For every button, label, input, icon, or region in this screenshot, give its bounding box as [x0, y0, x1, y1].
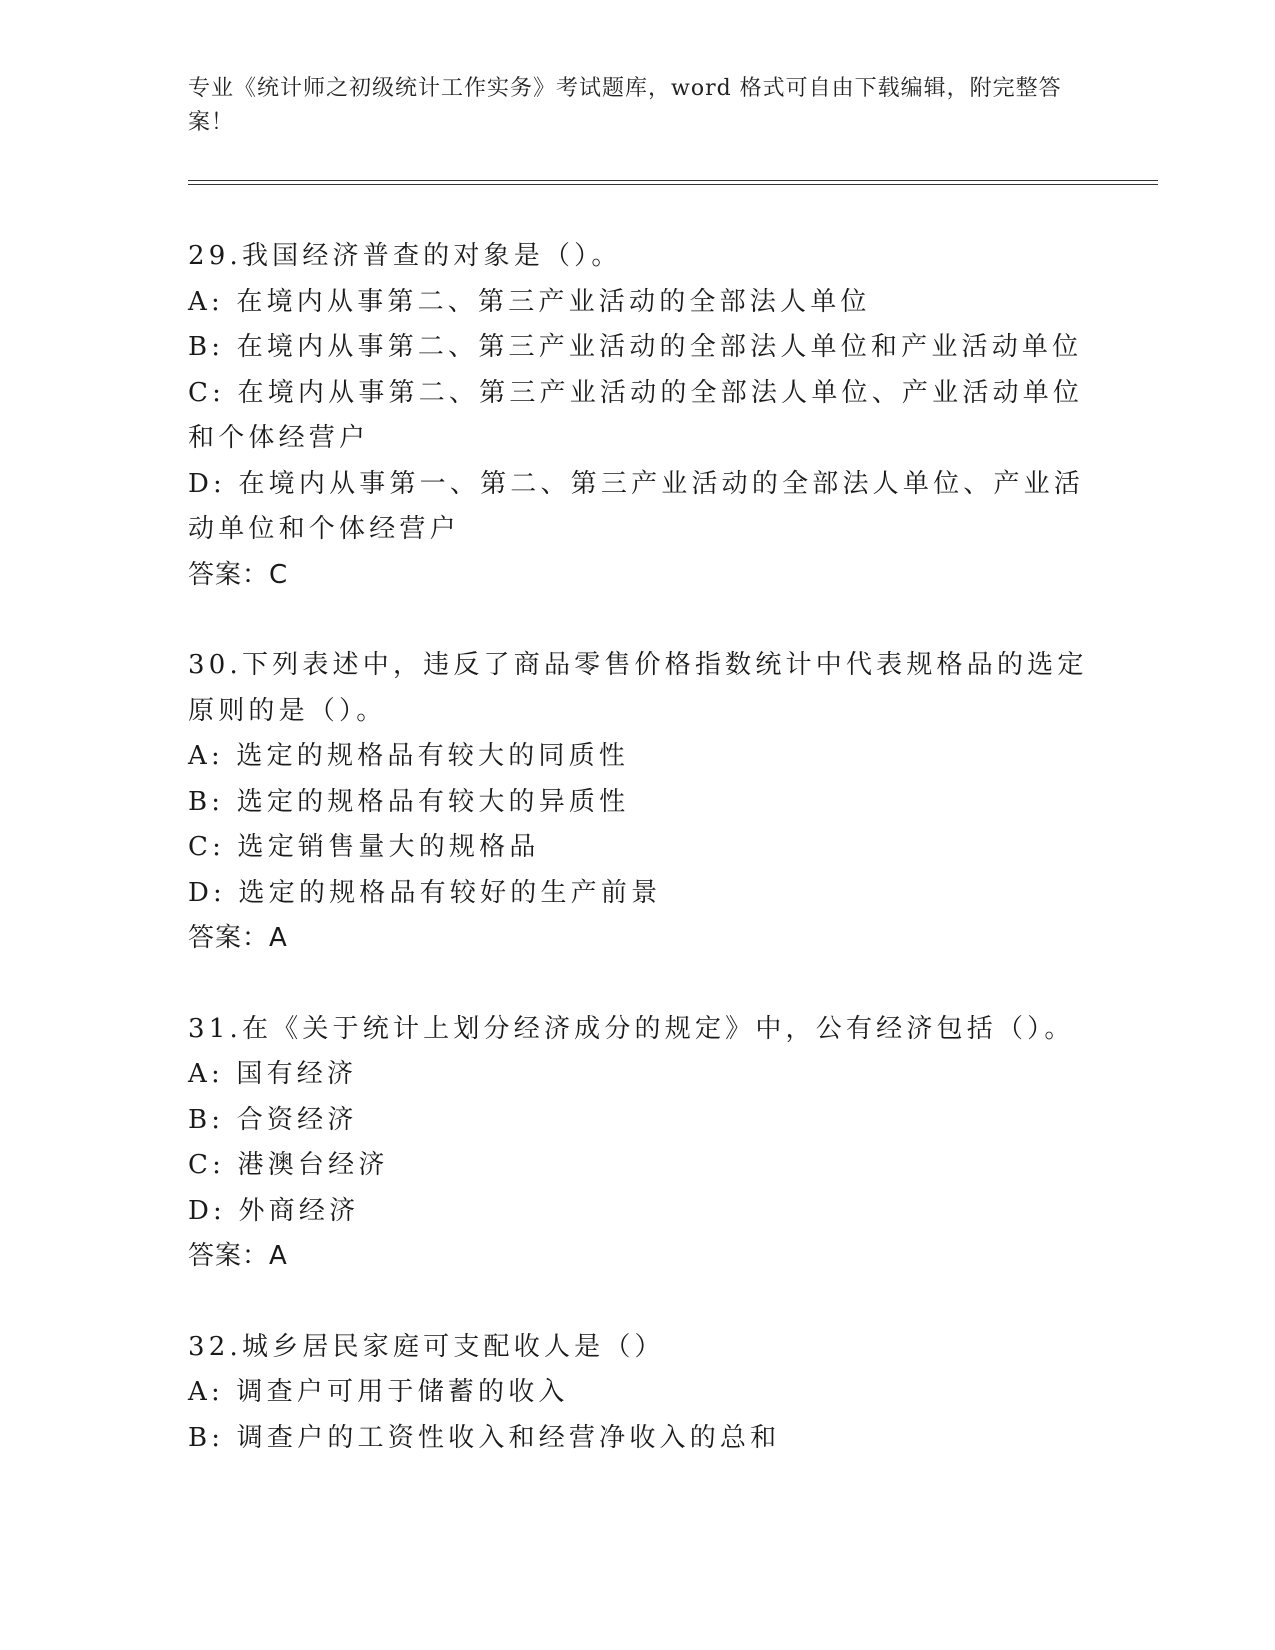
option-a: A: 在境内从事第二、第三产业活动的全部法人单位 [188, 286, 871, 317]
answer-label: 答案：A [188, 1241, 288, 1271]
question-stem: 32.城乡居民家庭可支配收人是（） [188, 1331, 665, 1362]
option-b: B: 选定的规格品有较大的异质性 [188, 786, 630, 817]
question-30 [188, 643, 1088, 962]
option-c: C: 港澳台经济 [188, 1150, 389, 1180]
question-stem: 31.在《关于统计上划分经济成分的规定》中，公有经济包括（）。 [188, 1013, 1075, 1044]
header-rule-top [188, 180, 1158, 181]
document-header: 专业《统计师之初级统计工作实务》考试题库，word 格式可自由下载编辑，附完整答案！ [188, 76, 1062, 135]
option-b: B: 在境内从事第二、第三产业活动的全部法人单位和产业活动单位 [188, 332, 1083, 362]
option-c: C: 在境内从事第二、第三产业活动的全部法人单位、产业活动单位和个体经营户 [188, 377, 1084, 453]
question-31 [188, 1007, 1088, 1280]
question-32 [188, 1325, 1088, 1462]
option-b: B: 合资经济 [188, 1104, 358, 1135]
option-a: A: 国有经济 [188, 1059, 358, 1089]
option-a: A: 选定的规格品有较大的同质性 [188, 741, 630, 771]
option-d: D: 选定的规格品有较好的生产前景 [188, 877, 662, 908]
header-rule-bottom [188, 184, 1158, 185]
option-d: D: 外商经济 [188, 1195, 360, 1226]
question-stem: 30.下列表述中，违反了商品零售价格指数统计中代表规格品的选定原则的是（）。 [188, 650, 1088, 726]
option-b: B: 调查户的工资性收入和经营净收入的总和 [188, 1422, 781, 1453]
question-29 [188, 234, 1088, 598]
option-d: D: 在境内从事第一、第二、第三产业活动的全部法人单位、产业活动单位和个体经营户 [188, 468, 1085, 544]
answer-label: 答案：A [188, 923, 288, 953]
answer-label: 答案：C [188, 559, 289, 590]
option-c: C: 选定销售量大的规格品 [188, 832, 540, 862]
question-list [188, 234, 1088, 1461]
option-a: A: 调查户可用于储蓄的收入 [188, 1377, 569, 1407]
question-stem: 29.我国经济普查的对象是（）。 [188, 241, 622, 271]
